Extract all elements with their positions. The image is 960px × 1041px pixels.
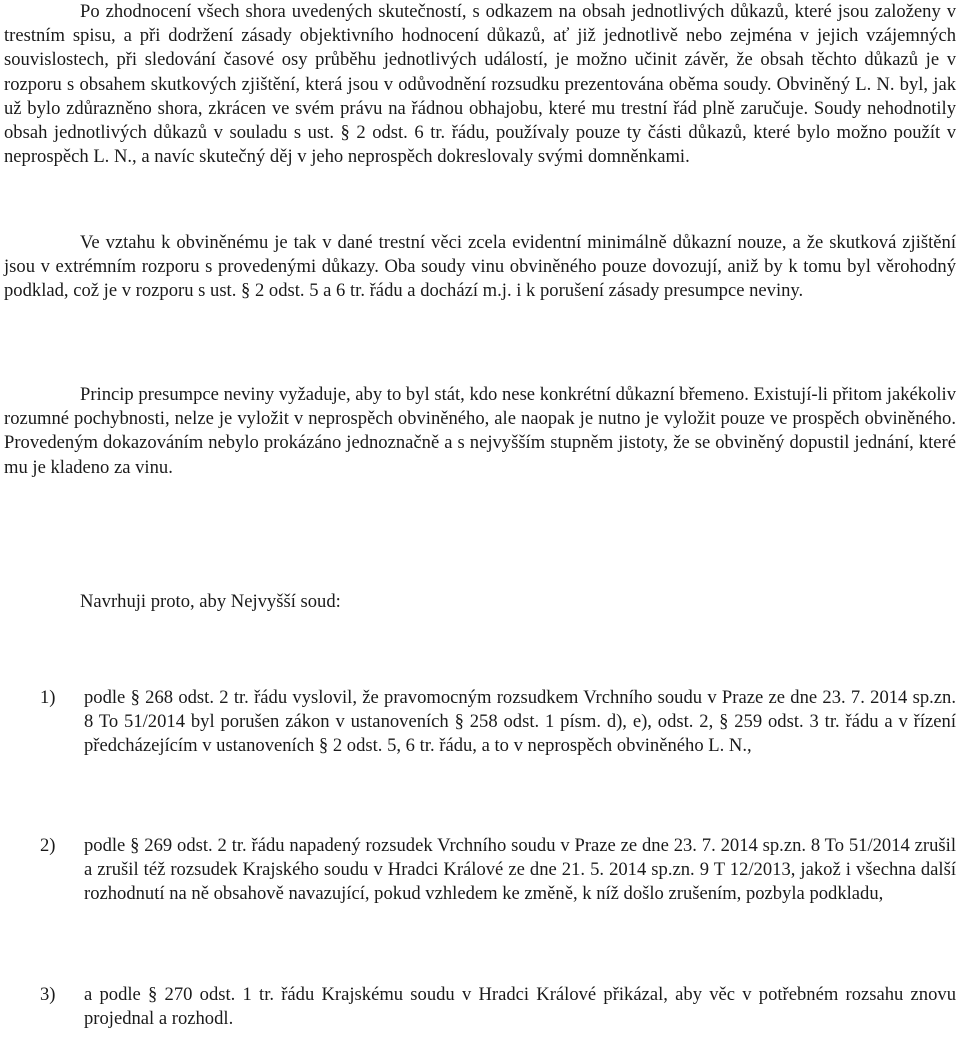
proposal-intro: Navrhuji proto, aby Nejvyšší soud: [80, 591, 341, 612]
item-number: 3) [40, 984, 56, 1005]
paragraph-presumption-innocence: Princip presumpce neviny vyžaduje, aby to byl stát, kdo nese konkrétní důkazní břemeno. Existují-li přitom jakékoliv rozumné pochybnosti, nelze je vyložit v neprospěch obviněného, ale naopak je nutno je vyložit pouze ve prospěch obviněného. Provedeným dokazováním nebylo prokázáno jednoznačně a s nejvyšším stupněm jistoty, že se obviněný dopustil jednání, které mu je kladeno za vinu. [4, 384, 956, 478]
item-text: podle § 268 odst. 2 tr. řádu vyslovil, že pravomocným rozsudkem Vrchního soudu v Praze ze dne 23. 7. 2014 sp.zn. 8 To 51/2014 byl porušen zákon v ustanoveních § 258 odst. 1 písm. d), e), odst. 2, § 259 odst. 3 tr. řádu a v řízení předcházejícím v ustanoveních § 2 odst. 5, 6 tr. řádu, a to v neprospěch obviněného L. N., [84, 687, 956, 757]
item-text: a podle § 270 odst. 1 tr. řádu Krajskému soudu v Hradci Králové přikázal, aby věc v potřebném rozsahu znovu projednal a rozhodl. [84, 984, 956, 1030]
item-text: podle § 269 odst. 2 tr. řádu napadený rozsudek Vrchního soudu v Praze ze dne 23. 7. 2014 sp.zn. 8 To 51/2014 zrušil a zrušil též rozsudek Krajského soudu v Hradci Králové ze dne 21. 5. 2014 sp.zn. 9 T 12/2013, jakož i všechna další rozhodnutí na ně obsahově navazující, pokud vzhledem ke změně, k níž došlo zrušením, pozbyla podkladu, [84, 835, 956, 905]
item-number: 2) [40, 835, 56, 856]
paragraph-evaluation: Po zhodnocení všech shora uvedených skutečností, s odkazem na obsah jednotlivých důkazů, které jsou založeny v trestním spisu, a při dodržení zásady objektivního hodnocení důkazů, ať již jednotlivě nebo zejména v jejich vzájemných souvislostech, při sledování časové osy průběhu jednotlivých událostí, je možno učinit závěr, že obsah těchto důkazů je v rozporu s obsahem skutkových zjištění, která jsou v odůvodnění rozsudku prezentována oběma soudy. Obviněný L. N. byl, jak už bylo zdůrazněno shora, zkrácen ve svém právu na řádnou obhajobu, které mu trestní řád plně zaručuje. Soudy nehodnotily obsah jednotlivých důkazů v souladu s ust. § 2 odst. 6 tr. řádu, používaly pouze ty části důkazů, které bylo možno použít v neprospěch L. N., a navíc skutečný děj v jeho neprospěch dokreslovaly svými domněnkami. [4, 1, 956, 168]
item-number: 1) [40, 687, 56, 708]
paragraph-evidence-shortage: Ve vztahu k obviněnému je tak v dané trestní věci zcela evidentní minimálně důkazní nouze, a že skutková zjištění jsou v extrémním rozporu s provedenými důkazy. Oba soudy vinu obviněného pouze dovozují, aniž by k tomu byl věrohodný podklad, což je v rozporu s ust. § 2 odst. 5 a 6 tr. řádu a dochází m.j. i k porušení zásady presumpce neviny. [4, 232, 956, 302]
